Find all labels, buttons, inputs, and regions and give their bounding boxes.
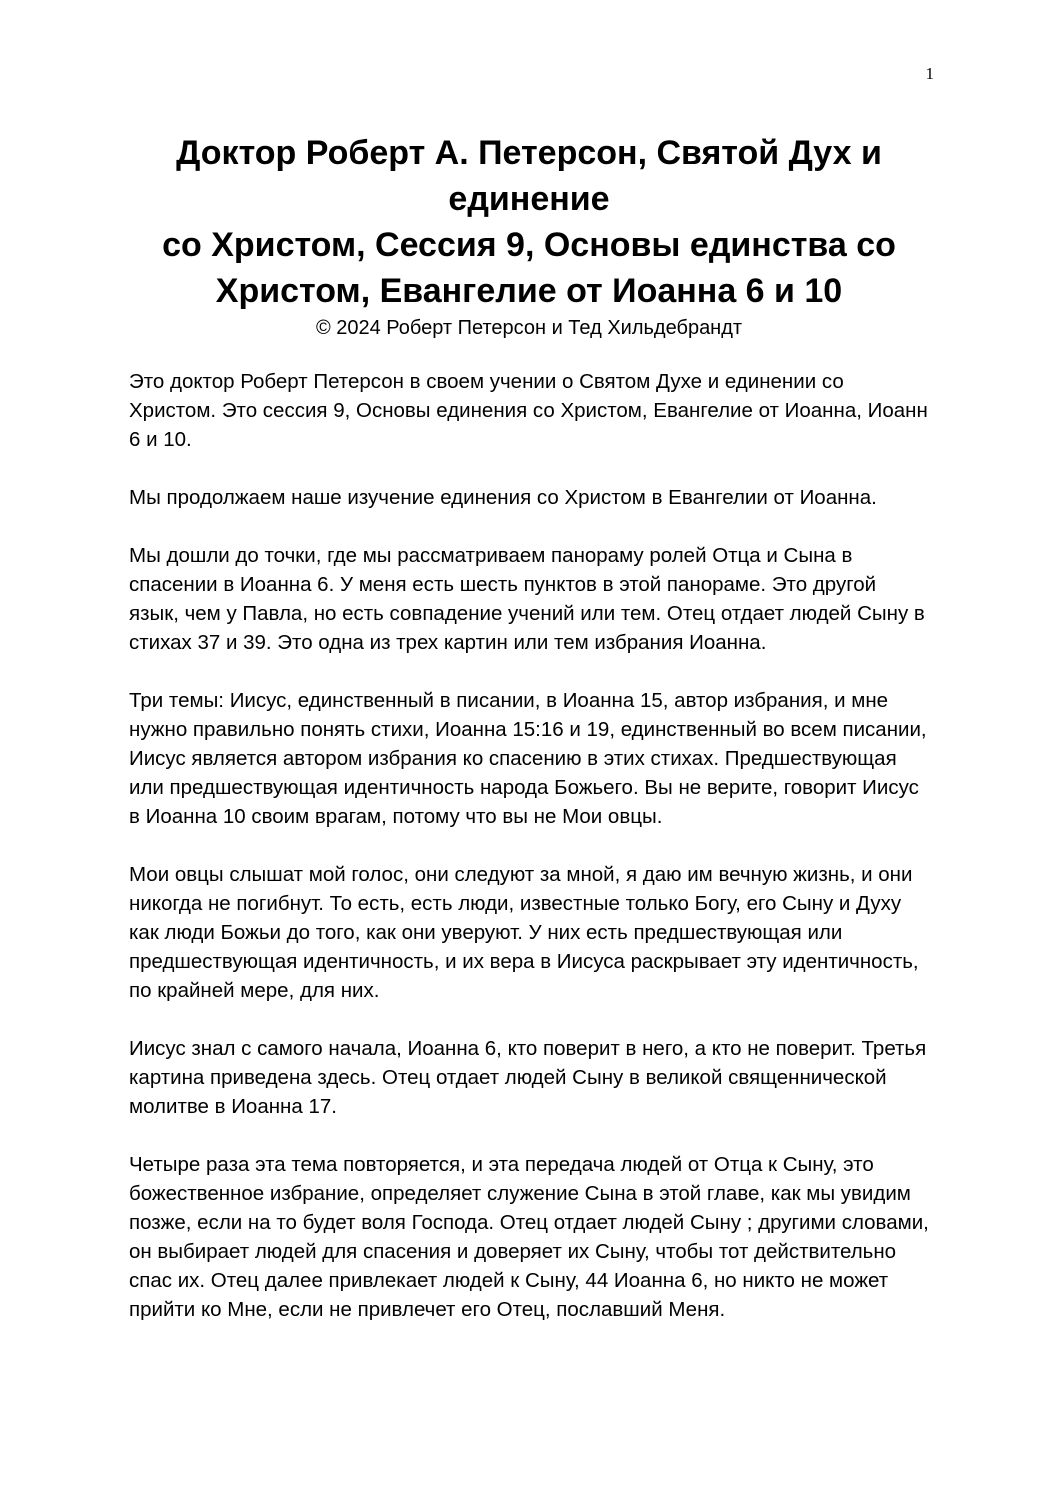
paragraph: Это доктор Роберт Петерсон в своем учении о Святом Духе и единении со Христом. Это сессия 9, Основы единения со Христом, Евангелие от Иоанна, Иоанн 6 и 10.	[129, 370, 928, 451]
title-line-4: Христом, Евангелие от Иоанна 6 и 10	[215, 272, 843, 310]
page-number: 1	[925, 64, 934, 83]
document-body	[129, 367, 929, 1353]
paragraph: Мои овцы слышат мой голос, они следуют за мной, я даю им вечную жизнь, и они никогда не погибнут. То есть, есть люди, известные только Богу, его Сыну и Духу как люди Божьи до того, как они уверуют. У них есть предшествующая или предшествующая идентичность, и их вера в Иисуса раскрывает эту идентичность, по крайней мере, для них.	[129, 863, 919, 1002]
title-line-3: со Христом, Сессия 9, Основы единства со	[162, 226, 896, 264]
paragraph: Четыре раза эта тема повторяется, и эта передача людей от Отца к Сыну, это божественное избрание, определяет служение Сына в этой главе, как мы увидим позже, если на то будет воля Господа. Отец отдает людей Сыну ; другими словами, он выбирает людей для спасения и доверяет их Сыну, чтобы тот действительно спас их. Отец далее привлекает людей к Сыну, 44 Иоанна 6, но никто не может прийти ко Мне, если не привлечет его Отец, пославший Меня.	[129, 1153, 929, 1321]
copyright-notice: © 2024 Роберт Петерсон и Тед Хильдебрандт	[315, 317, 743, 339]
title-line-2: единение	[448, 180, 610, 218]
paragraph: Иисус знал с самого начала, Иоанна 6, кто поверит в него, а кто не поверит. Третья картина приведена здесь. Отец отдает людей Сыну в великой священнической молитве в Иоанна 17.	[129, 1037, 927, 1118]
paragraph: Мы дошли до точки, где мы рассматриваем панораму ролей Отца и Сына в спасении в Иоанна 6. У меня есть шесть пунктов в этой панораме. Это другой язык, чем у Павла, но есть совпадение учений или тем. Отец отдает людей Сыну в стихах 37 и 39. Это одна из трех картин или тем избрания Иоанна.	[129, 544, 925, 654]
paragraph: Мы продолжаем наше изучение единения со Христом в Евангелии от Иоанна.	[129, 486, 877, 509]
document-title	[128, 130, 930, 342]
title-line-1: Доктор Роберт А. Петерсон, Святой Дух и	[176, 134, 882, 172]
paragraph: Три темы: Иисус, единственный в писании, в Иоанна 15, автор избрания, и мне нужно правильно понять стихи, Иоанна 15:16 и 19, единственный во всем писании, Иисус является автором избрания ко спасению в этих стихах. Предшествующая или предшествующая идентичность народа Божьего. Вы не верите, говорит Иисус в Иоанна 10 своим врагам, потому что вы не Мои овцы.	[129, 689, 927, 828]
